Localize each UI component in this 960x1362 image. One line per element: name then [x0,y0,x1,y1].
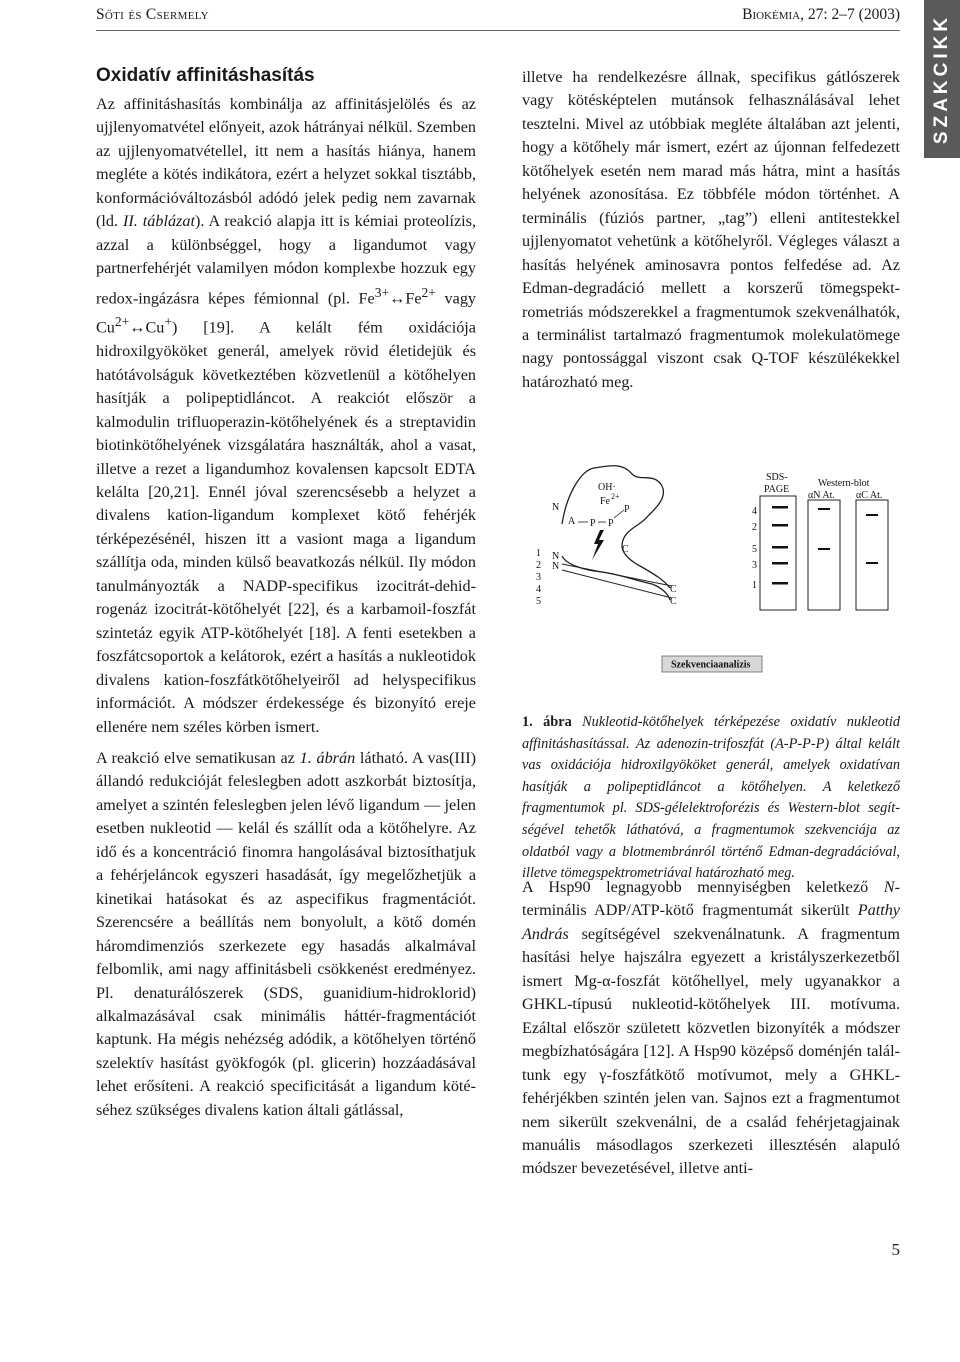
right-column-bottom [522,876,900,1181]
figure-reference: 1. ábrán [299,749,356,768]
n-terminus-label: N [552,502,560,513]
western-n-band-1 [818,508,830,510]
section-title: Oxidatív affinitáshasítás [96,65,315,86]
sequencing-label: Szekvenciaanalízis [671,659,751,671]
cleavage-arrow-icon [592,530,604,560]
paragraph-1: Az affinitáshasítás kombinálja az affinitásjelölés és az ujjlenyomatvétel előnyeit, azok hátrányai nélkül. Szemben az ujjlenyomatvétellel, itt nem a hasítás hiánya, hanem megléte a kötés indikátora, ezért a helyzet sokkal tisztább, konformációváltozásból adódó jelek pedig nem zavarnak (ld. II. táblázat). A reakció alapja itt is kémiai proteolízis, azzal a különbséggel, hogy a ligandumot vagy partnerfehérjét valamilyen módon komplexbe hozzuk egy redox-ingázásra képes fémionnal (pl. $Fe^{3+}\leftrightarrow Fe^{2+}$ vagy $Cu^{2+}\leftrightarrow Cu^+$) [19]. A kelált fém oxidációja hidroxilgyököket generál, amelyek rövid életidejük és hatótávolságuk következtében közvetlenül a kötőhelyen hasítják a polipeptidláncot. A reakciót először a kalmodulin trifluoperazin-kötőhelyének és a streptavidin biotinkötőhelyének vizsgálatára használták, ahol a vasat, illetve a rezet a ligandumhoz kovalensen kapcsolt EDTA kelálta [20,21]. Ennél jóval szerencsésebb a helyzet a divalens kation-ligandum komplexet kötő fehérjék térképezésénél, hiszen itt a vasiont maga a ligandum szállítja oda, minden külső beavatkozás nélkül. Ily módon tanulmányozták a NADP-specifikus izocitrát-dehidrogenáz izocitrát-kötőhelyét [22], és a karbamoil-foszfát szintetáz egyik ATP-kötőhelyét [18]. A fenti esetekben a foszfátcsoportok a kelátorok, ezért a hasítás a nukleotidok divalens kation-foszfátkötőhelyeiről ad helyspecifikus információt. A módszer érdekessége és bizonyító ereje ellenére nem széles körben ismert. [96,95,477,736]
phosphate-label-3: P [624,504,630,515]
band-label-1: 1 [752,580,757,591]
running-header-journal [742,6,900,24]
adenosine-label: A [568,516,576,527]
sds-band-4 [772,506,788,509]
c-fragment-label-1: C [670,584,677,595]
western-n-band-2 [818,548,830,550]
caption-number: 1. ábra [522,714,572,730]
bond-3 [614,510,624,518]
sds-band-2 [772,524,788,527]
iron-charge-label: 2+ [611,492,620,501]
fragment-number-2: 2 [536,560,541,571]
right-column-top [522,66,900,394]
c-fragment-label-2: C [670,596,677,607]
n-fragment-label-1: N [552,551,560,562]
sds-gel-lane [760,496,796,610]
western-lane-n [808,500,840,610]
band-label-5: 5 [752,544,757,555]
person-name: Patthy András [522,901,900,943]
western-lane-c [856,500,888,610]
n-fragment-label-2: N [552,561,560,572]
fragment-line-2 [562,570,672,598]
sds-band-5 [772,546,788,549]
left-column [96,62,476,1122]
section-side-tab [924,0,960,158]
hydroxyl-radical-label: OH· [598,482,616,493]
band-label-2: 2 [752,522,757,533]
paragraph-2: A reakció elve sematikusan az 1. ábrán látható. A vas(III) állandó redukcióját feleslegben adott aszkorbát biztosítja, amelyet a szintén feleslegben jelen lévő ligandum — jelen esetben nukleotid — kelál és szállít oda a kötőhelyre. Az idő és a koncentráció finomra hangolásával biztosíthatjuk a fehérjeláncok egyszeri hasadását, így megelőzhetjük a kinetikai hatásokat és az aspecifikus fragmentációt. Szerencsére a beállítás nem bonyolult, a kötő domén háromdimenziós szerkezete egy hasadás alkalmával felbomlik, ami nagy affinitásbeli csökkenést eredményez. Pl. denaturálószerek (SDS, guanidium-hidroklorid) alkalmazásával csak minimális háttér-fragmentációt kaptunk. Ha mégis nehézség adódik, a kötőhelyen történő szelektív hasítást gyökfogók (pl. glicerin) hozzáadásával lehet erősíteni. A reakció specificitását a ligandum kötéséhez szükséges divalens kation általi gátlással, [96,749,476,1119]
journal-name: Biokémia, 27: [742,6,828,23]
western-blot-title: Western-blot [818,478,870,489]
sds-band-3 [772,562,788,565]
page-number: 5 [891,1240,900,1259]
western-c-band-1 [866,514,878,516]
fragment-number-3: 3 [536,572,541,583]
band-label-3: 3 [752,560,757,571]
figure-1-diagram [522,452,900,682]
paragraph-4: A Hsp90 legnagyobb mennyiségben keletkező N-terminális ADP/ATP-kötő fragmentumát sikerült Patthy András segítségével szekvenálnatunk. A fragmentum hasítási helye hajszálra egyezett a kristályszerkezetből ismert Mg-α-foszfát kötőhellyel, mely ugyanakkor a GHKL-típusú nukleotid-kötőhelyek III. motívuma. Ezáltal először született közvetlen bizonyíték a módszer megbízhatóságára [12]. A Hsp90 középső doménjén találtunk egy γ-foszfátkötő motívumot, mely a GHKL-fehérjékben szintén jelen van. Sajnos ezt a fragmentumot nem sikerült szekvenálni, de a család fehérjetagjainak manuális másodlagos szerkezeti illesztésén alapuló módszer bevezetésével, illetve anti- [522,878,900,1178]
protein-chain-upper [562,466,670,588]
header-rule [96,30,900,31]
fragment-number-1: 1 [536,548,541,559]
phosphate-label-2: P [608,518,614,529]
sds-band-1 [772,582,788,585]
anti-n-antibody-label: αN At. [808,490,835,501]
c-terminus-label: C [622,544,629,555]
figure-1-caption [522,712,900,885]
paragraph-3: illetve ha rendelkezésre állnak, specifikus gátlószerek vagy kötésképtelen mutánsok felhasználásával lehet tesztelni. Mivel az utóbbiak megléte általában azt jelenti, hogy a kötőhely már ismert, ezért az újonnan felfedezett kötőhelyek esetén nem marad más hátra, mint a hasítás helyének azonosítása. Ez többféle módon történhet. A terminális (fúziós partner, „tag”) elleni antitestekkel ujjlenyomatot vehetünk a kötőhelyről. Végleges választ a hasítás helyének aminosavra pontos felfedése ad. Az Edman-degradáció mellett a korszerű tömegspektrometriás módszerekkel a fragmentumok szekvenálhatók, a terminálist tartalmazó fragmentumok molekulatömege nagy pontossággal viszont csak Q-TOF készülékekkel határozható meg. [522,68,900,391]
iron-label: Fe [600,496,610,507]
running-header-authors: Sőti és Csermely [96,6,209,23]
fragment-number-4: 4 [536,584,541,595]
western-c-band-2 [866,562,878,564]
anti-c-antibody-label: αC At. [856,490,883,501]
caption-text: Nukleotid-kötőhelyek térképezése oxidatív nukleotid affinitáshasítással. Az adenozin-trifoszfát (A-P-P-P) által kelált vas oxidációja hidroxilgyököket generál, amelyek oxidatívan hasítják a polipeptidláncot a kötőhelyen. A keletkező fragmentumok pl. SDS-gélelektroforézis és Western-blot segítségével tehetők láthatóvá, a fragmentumok szekvenciája az oldatból vagy a blotmembránról történő Edman-degradációval, illetve tömegspektrometriával határozható meg. [522,714,900,882]
fragment-number-5: 5 [536,596,541,607]
phosphate-label-1: P [590,518,596,529]
sds-title-line1: SDS- [766,472,788,483]
sds-title-line2: PAGE [764,484,790,495]
side-tab-label: SZAKCIKK [931,13,952,145]
table-reference: II. táblázat [123,212,195,231]
journal-pages: 2–7 (2003) [827,6,900,23]
band-label-4: 4 [752,506,757,517]
figure-1 [522,452,900,682]
